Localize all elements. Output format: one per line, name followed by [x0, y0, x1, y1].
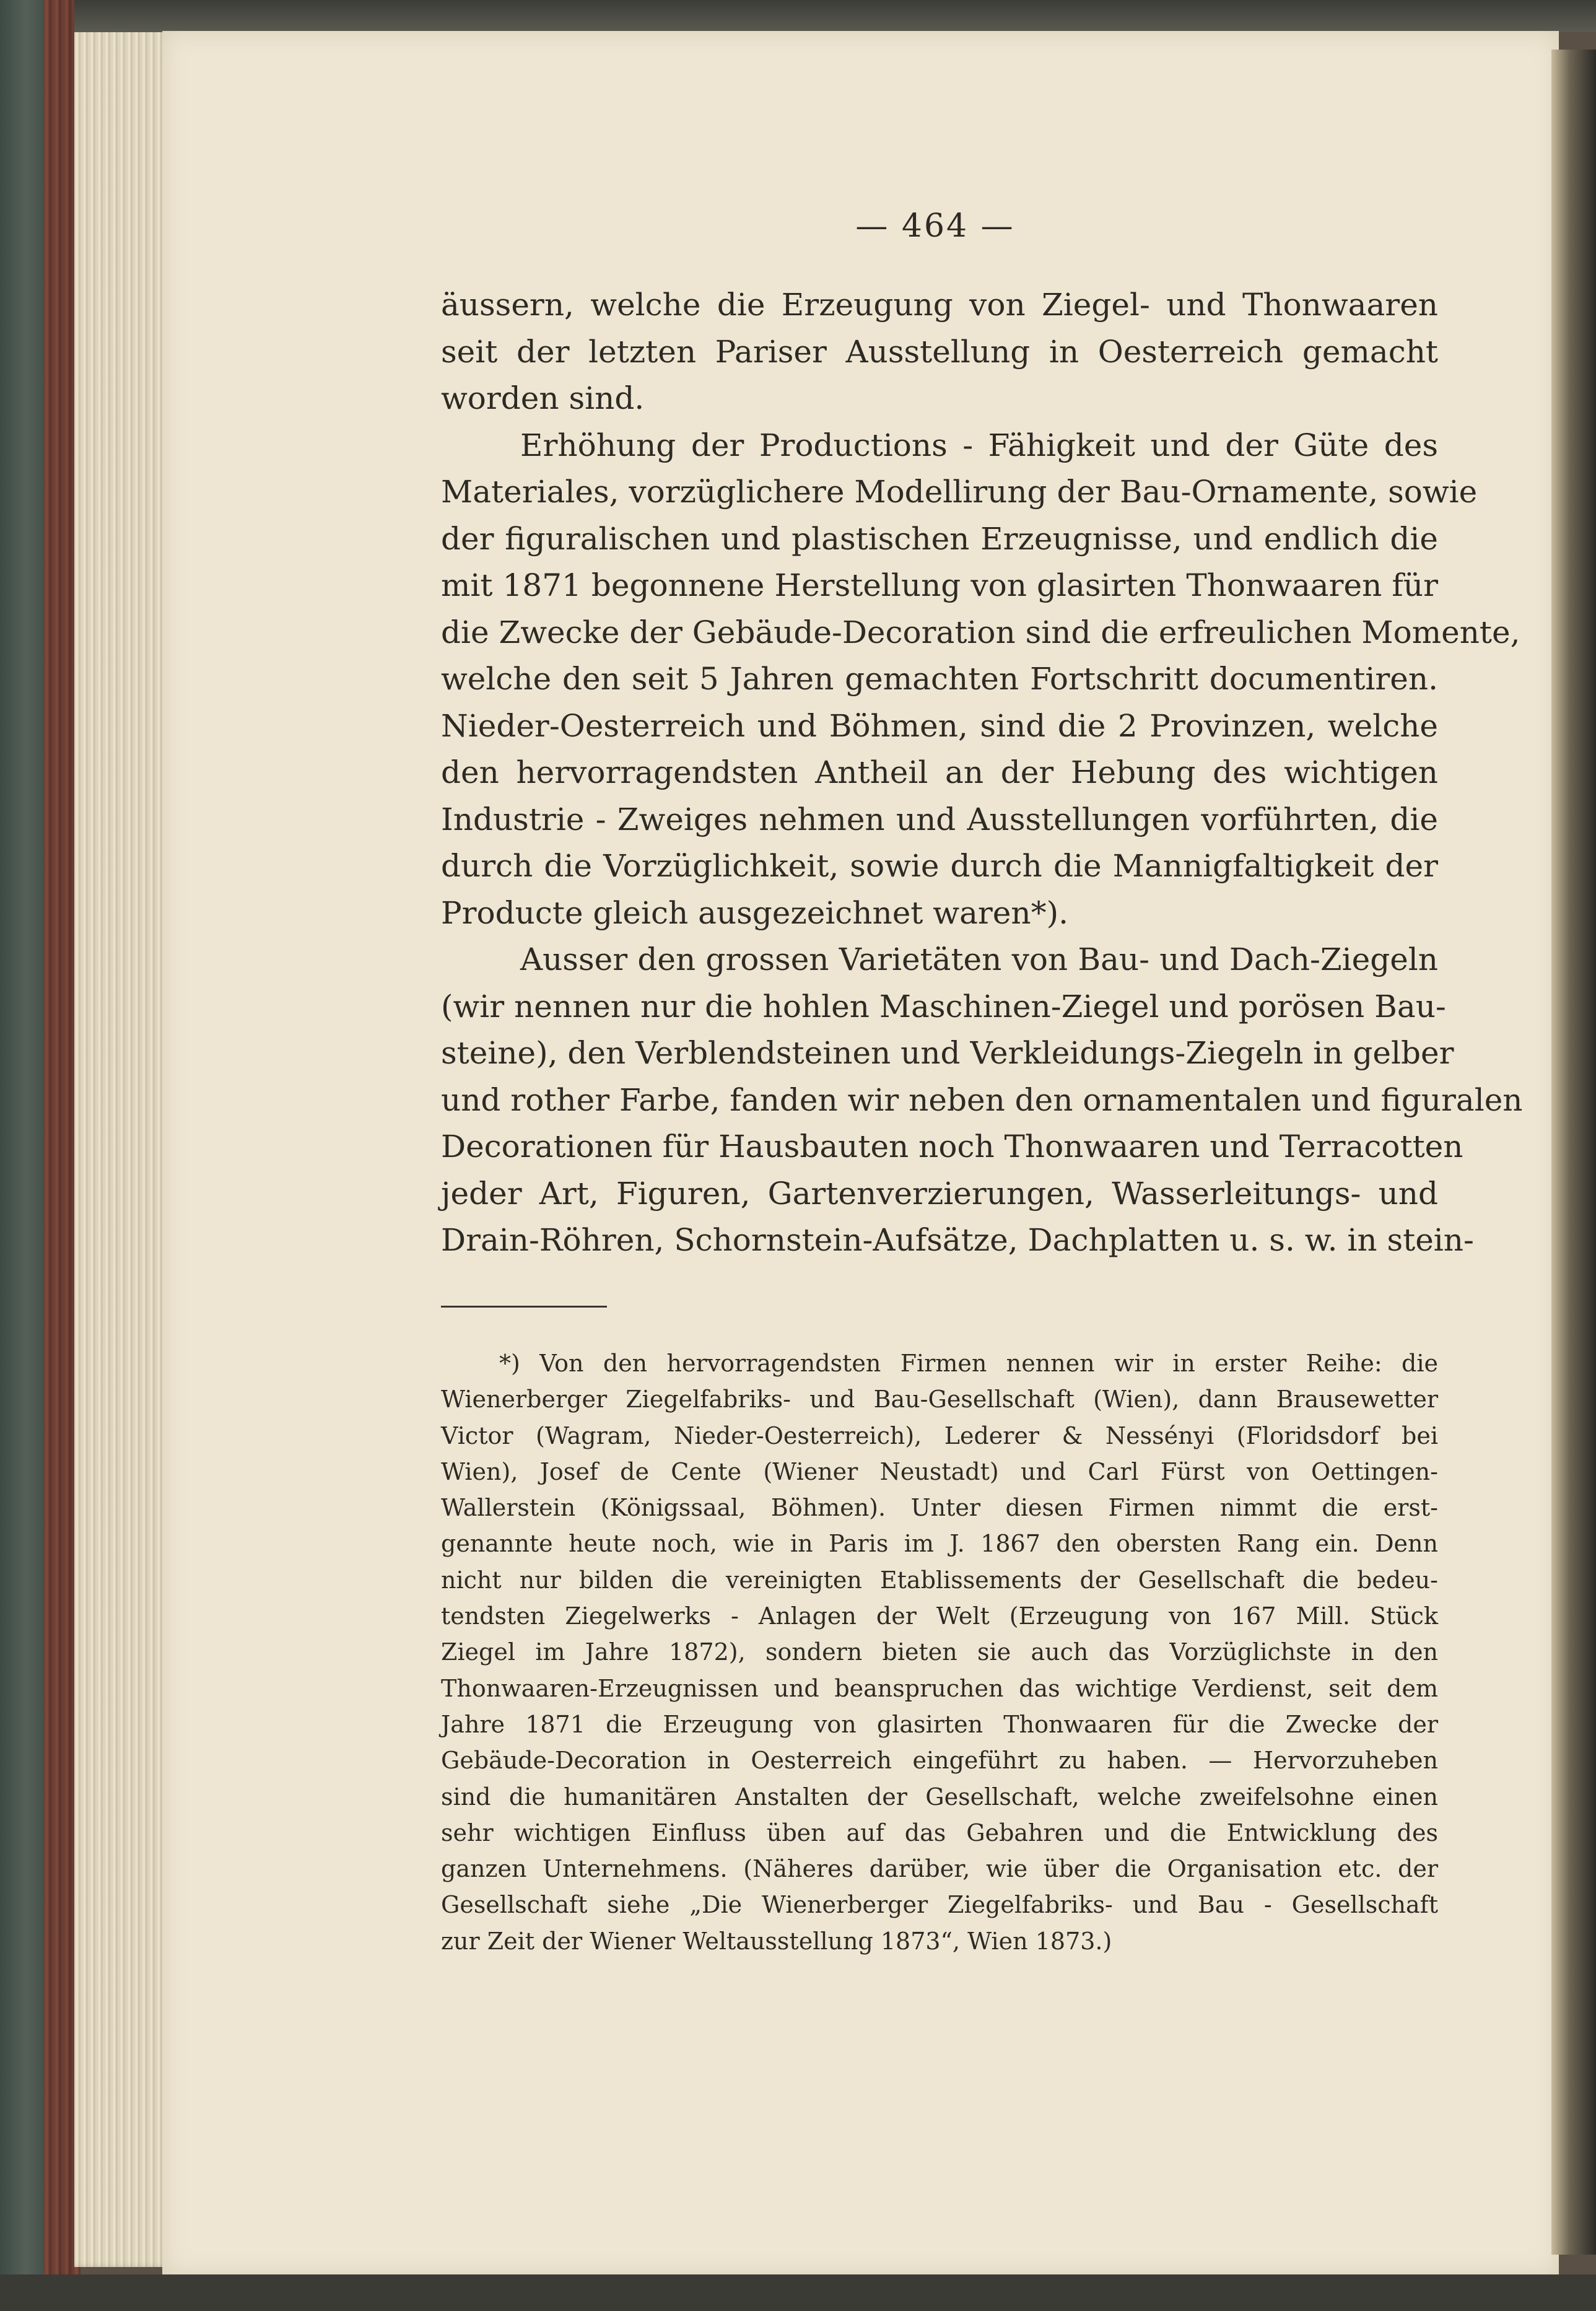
footnote-line: *) Von den hervorragendsten Firmen nennen wir in erster Reihe: die: [499, 1350, 1438, 1377]
footnote-line: Ziegel im Jahre 1872), sondern bieten sie auch das Vorzüglichste in den: [441, 1638, 1438, 1666]
footnote-line: Wien), Josef de Cente (Wiener Neustadt) und Carl Fürst von Oettingen-: [441, 1457, 1438, 1485]
footnote-line: Wallerstein (Königssaal, Böhmen). Unter diesen Firmen nimmt die erst-: [441, 1494, 1438, 1522]
footnote-line: Victor (Wagram, Nieder-Oesterreich), Lederer & Nessényi (Floridsdorf bei: [441, 1422, 1438, 1449]
page-number: — 464 —: [855, 208, 1015, 245]
text-line: durch die Vorzüglichkeit, sowie durch die Mannigfaltigkeit der: [441, 848, 1438, 884]
book-gutter: [1551, 50, 1596, 2255]
text-line: seit der letzten Pariser Ausstellung in Oesterreich gemacht: [441, 333, 1438, 370]
bottom-shadow: [0, 2274, 1596, 2311]
text-line: und rother Farbe, fanden wir neben den ornamentalen und figuralen: [441, 1081, 1523, 1118]
text-line: Industrie - Zweiges nehmen und Ausstellungen vorführten, die: [441, 801, 1438, 837]
text-line: welche den seit 5 Jahren gemachten Fortschritt documentiren.: [441, 661, 1438, 697]
text-line: jeder Art, Figuren, Gartenverzierungen, Wasserleitungs- und: [441, 1175, 1438, 1212]
footnote-separator: [441, 1306, 607, 1308]
text-line: Ausser den grossen Varietäten von Bau- und Dach-Ziegeln: [520, 941, 1438, 977]
footnote-line: Wienerberger Ziegelfabriks- und Bau-Gesellschaft (Wien), dann Brausewetter: [441, 1386, 1438, 1413]
text-line: Producte gleich ausgezeichnet waren*).: [441, 894, 1068, 931]
text-line: steine), den Verblendsteinen und Verkleidungs-Ziegeln in gelber: [441, 1035, 1454, 1071]
text-line: (wir nennen nur die hohlen Maschinen-Ziegel und porösen Bau-: [441, 988, 1446, 1024]
footnote-line: zur Zeit der Wiener Weltausstellung 1873“, Wien 1873.): [441, 1927, 1112, 1955]
footnote-line: tendsten Ziegelwerks - Anlagen der Welt (Erzeugung von 167 Mill. Stück: [441, 1602, 1438, 1630]
body-text: [441, 282, 1523, 1264]
text-line: Decorationen für Hausbauten noch Thonwaaren und Terracotten: [441, 1129, 1463, 1164]
top-shadow: [74, 0, 1596, 32]
footnote-line: genannte heute noch, wie in Paris im J. 1867 den obersten Rang ein. Denn: [441, 1530, 1438, 1558]
text-line: die Zwecke der Gebäude-Decoration sind die erfreulichen Momente,: [441, 614, 1520, 650]
text-line: Erhöhung der Productions - Fähigkeit und der Güte des: [520, 427, 1438, 463]
footnote-line: Jahre 1871 die Erzeugung von glasirten Thonwaaren für die Zwecke der: [441, 1710, 1438, 1738]
footnote-line: nicht nur bilden die vereinigten Etablissements der Gesellschaft die bedeu-: [441, 1566, 1438, 1594]
text-line: der figuralischen und plastischen Erzeugnisse, und endlich die: [441, 520, 1438, 557]
text-line: den hervorragendsten Antheil an der Hebung des wichtigen: [441, 754, 1438, 790]
text-line: worden sind.: [441, 380, 645, 416]
text-line: Materiales, vorzüglichere Modellirung der Bau-Ornamente, sowie: [441, 474, 1478, 510]
text-line: mit 1871 begonnene Herstellung von glasirten Thonwaaren für: [441, 567, 1438, 603]
footnote-line: Gesellschaft siehe „Die Wienerberger Ziegelfabriks- und Bau - Gesellschaft: [441, 1891, 1438, 1919]
text-line: äussern, welche die Erzeugung von Ziegel- und Thonwaaren: [441, 287, 1438, 323]
page-stack: [74, 19, 173, 2267]
footnote-line: Thonwaaren-Erzeugnissen und beanspruchen das wichtige Verdienst, seit dem: [441, 1674, 1438, 1702]
text-line: Drain-Röhren, Schornstein-Aufsätze, Dachplatten u. s. w. in stein-: [441, 1222, 1474, 1258]
footnote-line: Gebäude-Decoration in Oesterreich eingeführt zu haben. — Hervorzuheben: [441, 1747, 1438, 1775]
footnote-line: ganzen Unternehmens. (Näheres darüber, wie über die Organisation etc. der: [441, 1855, 1438, 1883]
footnote: [441, 1345, 1438, 1959]
footnote-line: sind die humanitären Anstalten der Gesellschaft, welche zweifelsohne einen: [441, 1783, 1438, 1811]
text-line: Nieder-Oesterreich und Böhmen, sind die 2 Provinzen, welche: [441, 707, 1438, 744]
footnote-line: sehr wichtigen Einfluss üben auf das Gebahren und die Entwicklung des: [441, 1819, 1438, 1846]
